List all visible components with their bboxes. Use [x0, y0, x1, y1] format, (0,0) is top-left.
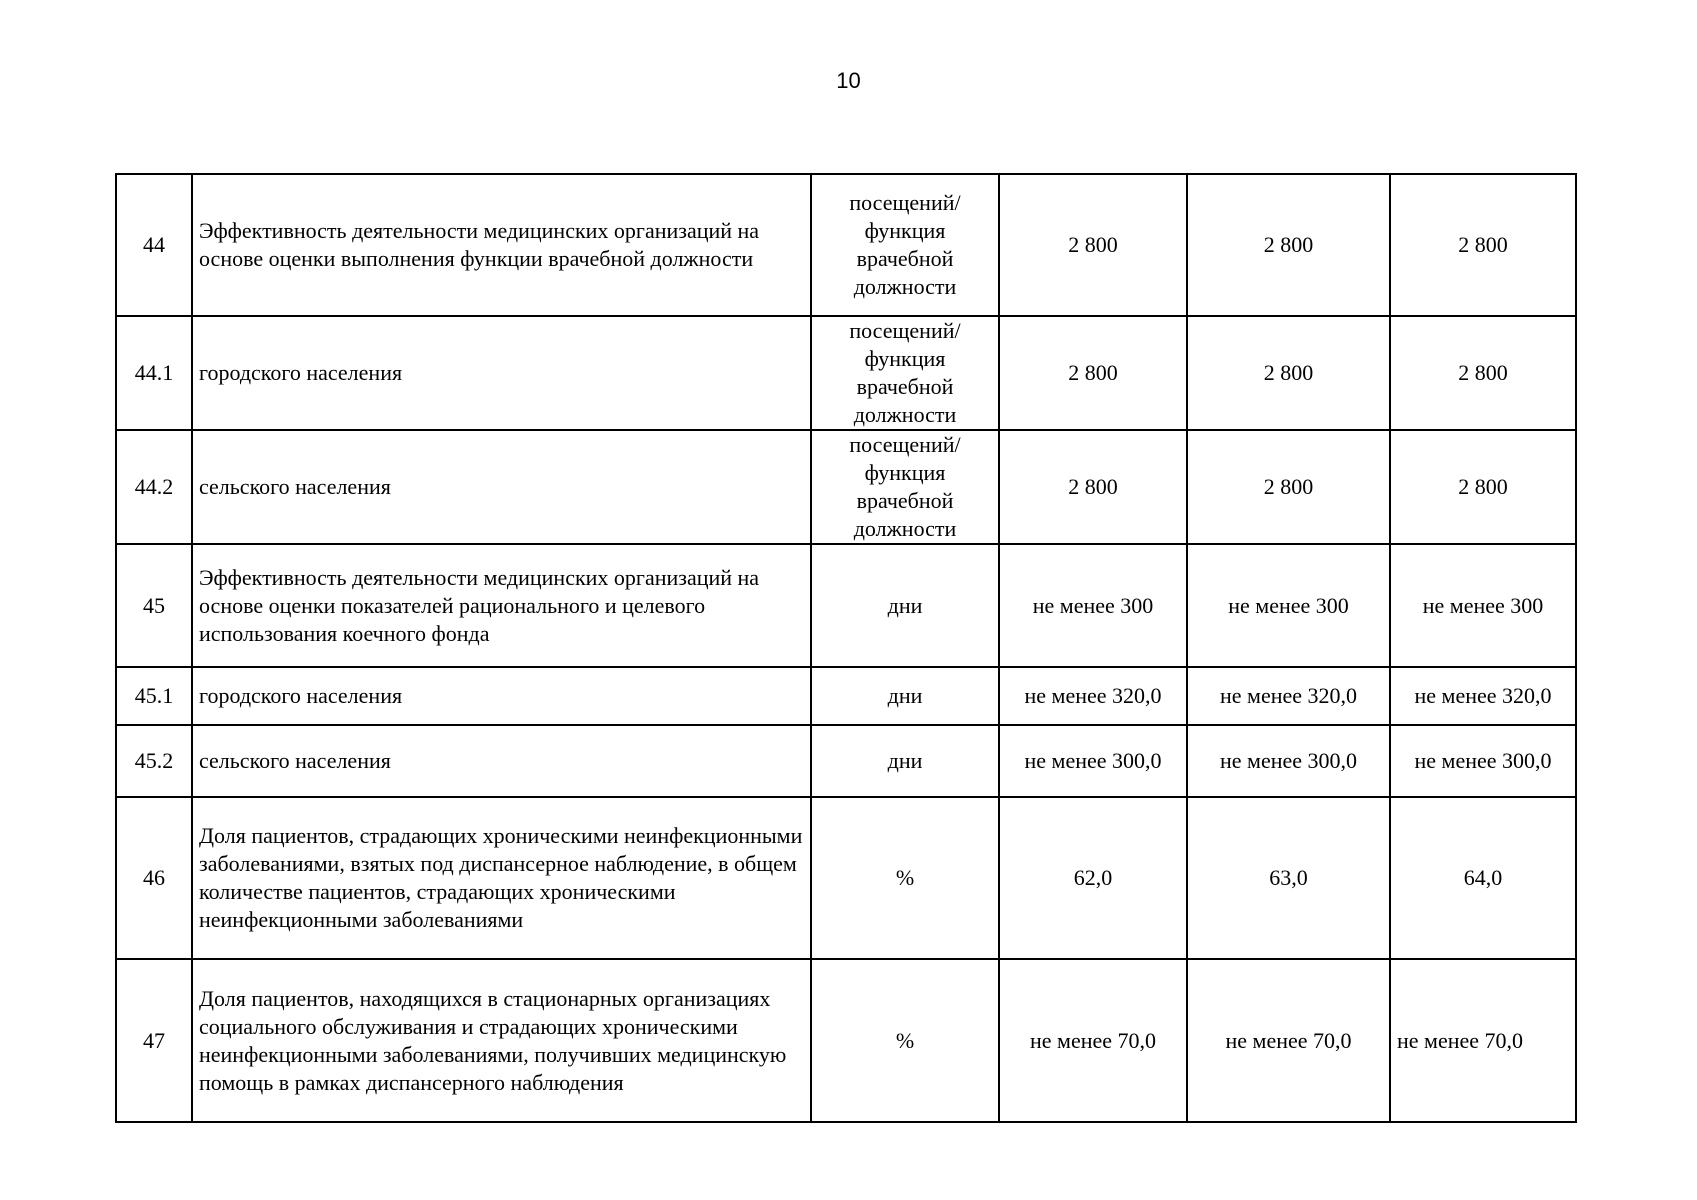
unit-of-measure: %: [811, 797, 999, 959]
table-row: [116, 959, 1576, 1122]
unit-of-measure: посещений/функция врачебной должности: [811, 316, 999, 430]
value-year-3: не менее 300: [1390, 544, 1576, 667]
table-row: [116, 725, 1576, 797]
table-row: [116, 430, 1576, 544]
table-row: [116, 797, 1576, 959]
value-year-1: не менее 300: [999, 544, 1187, 667]
unit-of-measure: посещений/функция врачебной должности: [811, 430, 999, 544]
indicator-name: городского населения: [192, 667, 811, 725]
value-year-3: 2 800: [1390, 430, 1576, 544]
value-year-1: 2 800: [999, 316, 1187, 430]
value-year-2: 2 800: [1187, 430, 1390, 544]
unit-of-measure: %: [811, 959, 999, 1122]
value-year-1: не менее 300,0: [999, 725, 1187, 797]
indicators-table: [115, 173, 1577, 1123]
value-year-2: не менее 300,0: [1187, 725, 1390, 797]
row-number: 45.1: [116, 667, 192, 725]
value-year-2: 63,0: [1187, 797, 1390, 959]
row-number: 46: [116, 797, 192, 959]
indicator-name: сельского населения: [192, 725, 811, 797]
row-number: 44.2: [116, 430, 192, 544]
row-number: 45.2: [116, 725, 192, 797]
table-row: [116, 174, 1576, 316]
indicator-name: Эффективность деятельности медицинских организаций на основе оценки выполнения функции врачебной должности: [192, 174, 811, 316]
row-number: 47: [116, 959, 192, 1122]
indicator-name: Эффективность деятельности медицинских организаций на основе оценки показателей рационального и целевого использования коечного фонда: [192, 544, 811, 667]
value-year-1: 2 800: [999, 174, 1187, 316]
unit-of-measure: дни: [811, 667, 999, 725]
value-year-1: не менее 320,0: [999, 667, 1187, 725]
value-year-3: 64,0: [1390, 797, 1576, 959]
row-number: 44.1: [116, 316, 192, 430]
value-year-2: не менее 70,0: [1187, 959, 1390, 1122]
page-number: 10: [836, 68, 861, 93]
indicator-name: городского населения: [192, 316, 811, 430]
table-row: [116, 544, 1576, 667]
indicator-name: сельского населения: [192, 430, 811, 544]
value-year-3: 2 800: [1390, 174, 1576, 316]
unit-of-measure: дни: [811, 544, 999, 667]
value-year-2: 2 800: [1187, 316, 1390, 430]
row-number: 44: [116, 174, 192, 316]
value-year-3: не менее 70,0: [1390, 959, 1576, 1122]
value-year-1: не менее 70,0: [999, 959, 1187, 1122]
unit-of-measure: дни: [811, 725, 999, 797]
indicator-name: Доля пациентов, находящихся в стационарных организациях социального обслуживания и страдающих хроническими неинфекционными заболеваниями, получивших медицинскую помощь в рамках диспансерного наблюдения: [192, 959, 811, 1122]
indicator-name: Доля пациентов, страдающих хроническими неинфекционными заболеваниями, взятых под диспансерное наблюдение, в общем количестве пациентов, страдающих хроническими неинфекционными заболеваниями: [192, 797, 811, 959]
value-year-1: 2 800: [999, 430, 1187, 544]
value-year-3: не менее 300,0: [1390, 725, 1576, 797]
table-row: [116, 316, 1576, 430]
value-year-2: не менее 300: [1187, 544, 1390, 667]
value-year-3: не менее 320,0: [1390, 667, 1576, 725]
value-year-1: 62,0: [999, 797, 1187, 959]
unit-of-measure: посещений/функция врачебной должности: [811, 174, 999, 316]
value-year-2: не менее 320,0: [1187, 667, 1390, 725]
value-year-2: 2 800: [1187, 174, 1390, 316]
row-number: 45: [116, 544, 192, 667]
value-year-3: 2 800: [1390, 316, 1576, 430]
table-row: [116, 667, 1576, 725]
